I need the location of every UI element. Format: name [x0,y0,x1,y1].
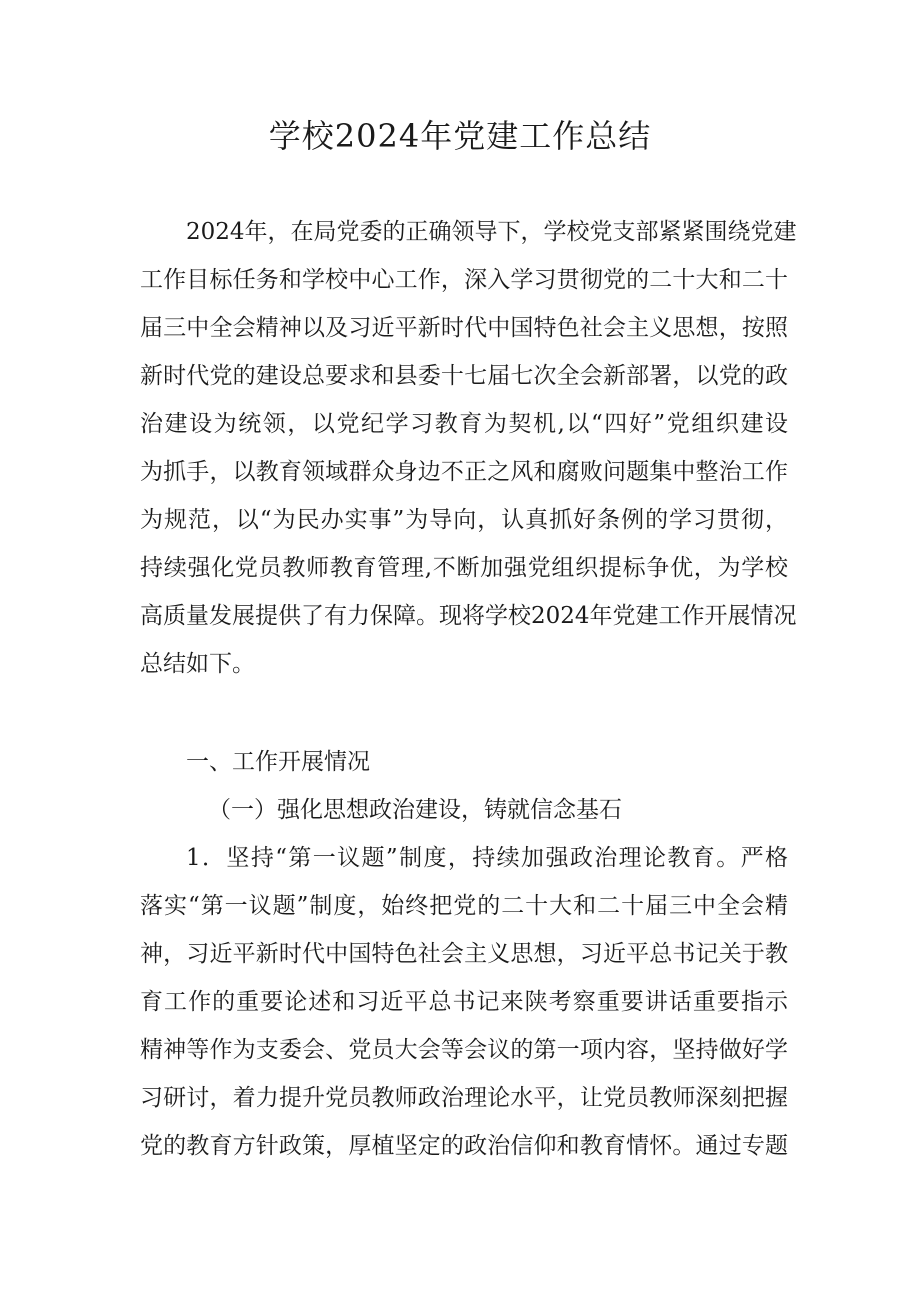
intro-line-9: 高质量发展提供了有力保障。现将学校2024年党建工作开展情况 [140,603,797,629]
intro-line-2: 工作目标任务和学校中心工作，深入学习贯彻党的二十大和二十 [140,267,788,293]
item-line-7: 党的教育方针政策，厚植坚定的政治信仰和教育情怀。通过专题 [140,1133,788,1159]
item-line-1: 1．坚持“第一议题”制度，持续加强政治理论教育。严格 [186,845,788,871]
intro-line-6: 为抓手，以教育领域群众身边不正之风和腐败问题集中整治工作 [140,459,788,485]
item-line-4: 育工作的重要论述和习近平总书记来陕考察重要讲话重要指示 [140,989,788,1015]
section-heading: 一、工作开展情况 [186,749,370,775]
subsection-heading: （一）强化思想政治建设，铸就信念基石 [208,797,622,823]
document-title: 学校2024年党建工作总结 [268,117,652,155]
intro-line-10: 总结如下。 [140,651,255,677]
intro-line-3: 届三中全会精神以及习近平新时代中国特色社会主义思想，按照 [140,315,788,341]
intro-line-1: 2024年，在局党委的正确领导下，学校党支部紧紧围绕党建 [186,219,797,245]
item-line-5: 精神等作为支委会、党员大会等会议的第一项内容，坚持做好学 [140,1037,788,1063]
item-line-6: 习研讨，着力提升党员教师政治理论水平，让党员教师深刻把握 [140,1085,788,1111]
intro-line-7: 为规范，以“为民办实事”为导向，认真抓好条例的学习贯彻， [140,507,788,533]
item-line-3: 神，习近平新时代中国特色社会主义思想，习近平总书记关于教 [140,941,788,967]
intro-line-4: 新时代党的建设总要求和县委十七届七次全会新部署，以党的政 [140,363,788,389]
intro-line-5: 治建设为统领，以党纪学习教育为契机,以“四好”党组织建设 [140,411,788,437]
intro-line-8: 持续强化党员教师教育管理,不断加强党组织提标争优，为学校 [140,555,788,581]
item-line-2: 落实“第一议题”制度，始终把党的二十大和二十届三中全会精 [140,893,788,919]
